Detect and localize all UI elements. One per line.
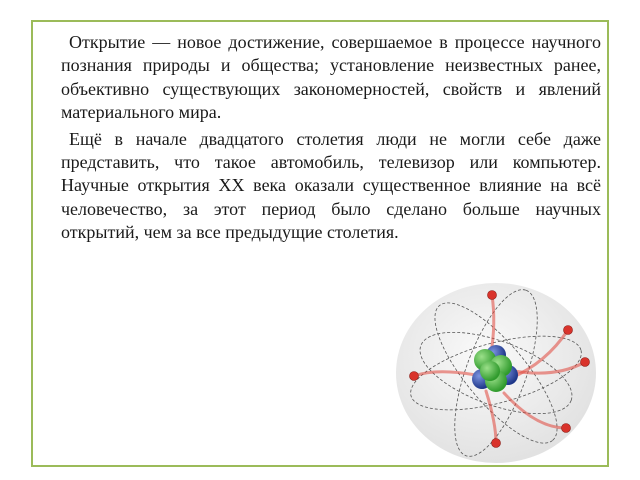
paragraph-definition: Открытие — новое достижение, совершаемое в процессе научного познания природы и общества; установление неизвестных ранее, объективно существующих закономерностей, свойств и явлений материального мира. <box>61 32 601 123</box>
atom-icon <box>396 283 596 463</box>
paragraph-history: Ещё в начале двадцатого столетия люди не могли себе даже представить, что такое автомобиль, телевизор или компьютер. Научные открытия XX века оказали существенное влияние на всё человечество, за этот период было сделано больше научных открытий, чем за все предыдущие столетия. <box>61 128 601 243</box>
text-block <box>61 31 601 245</box>
